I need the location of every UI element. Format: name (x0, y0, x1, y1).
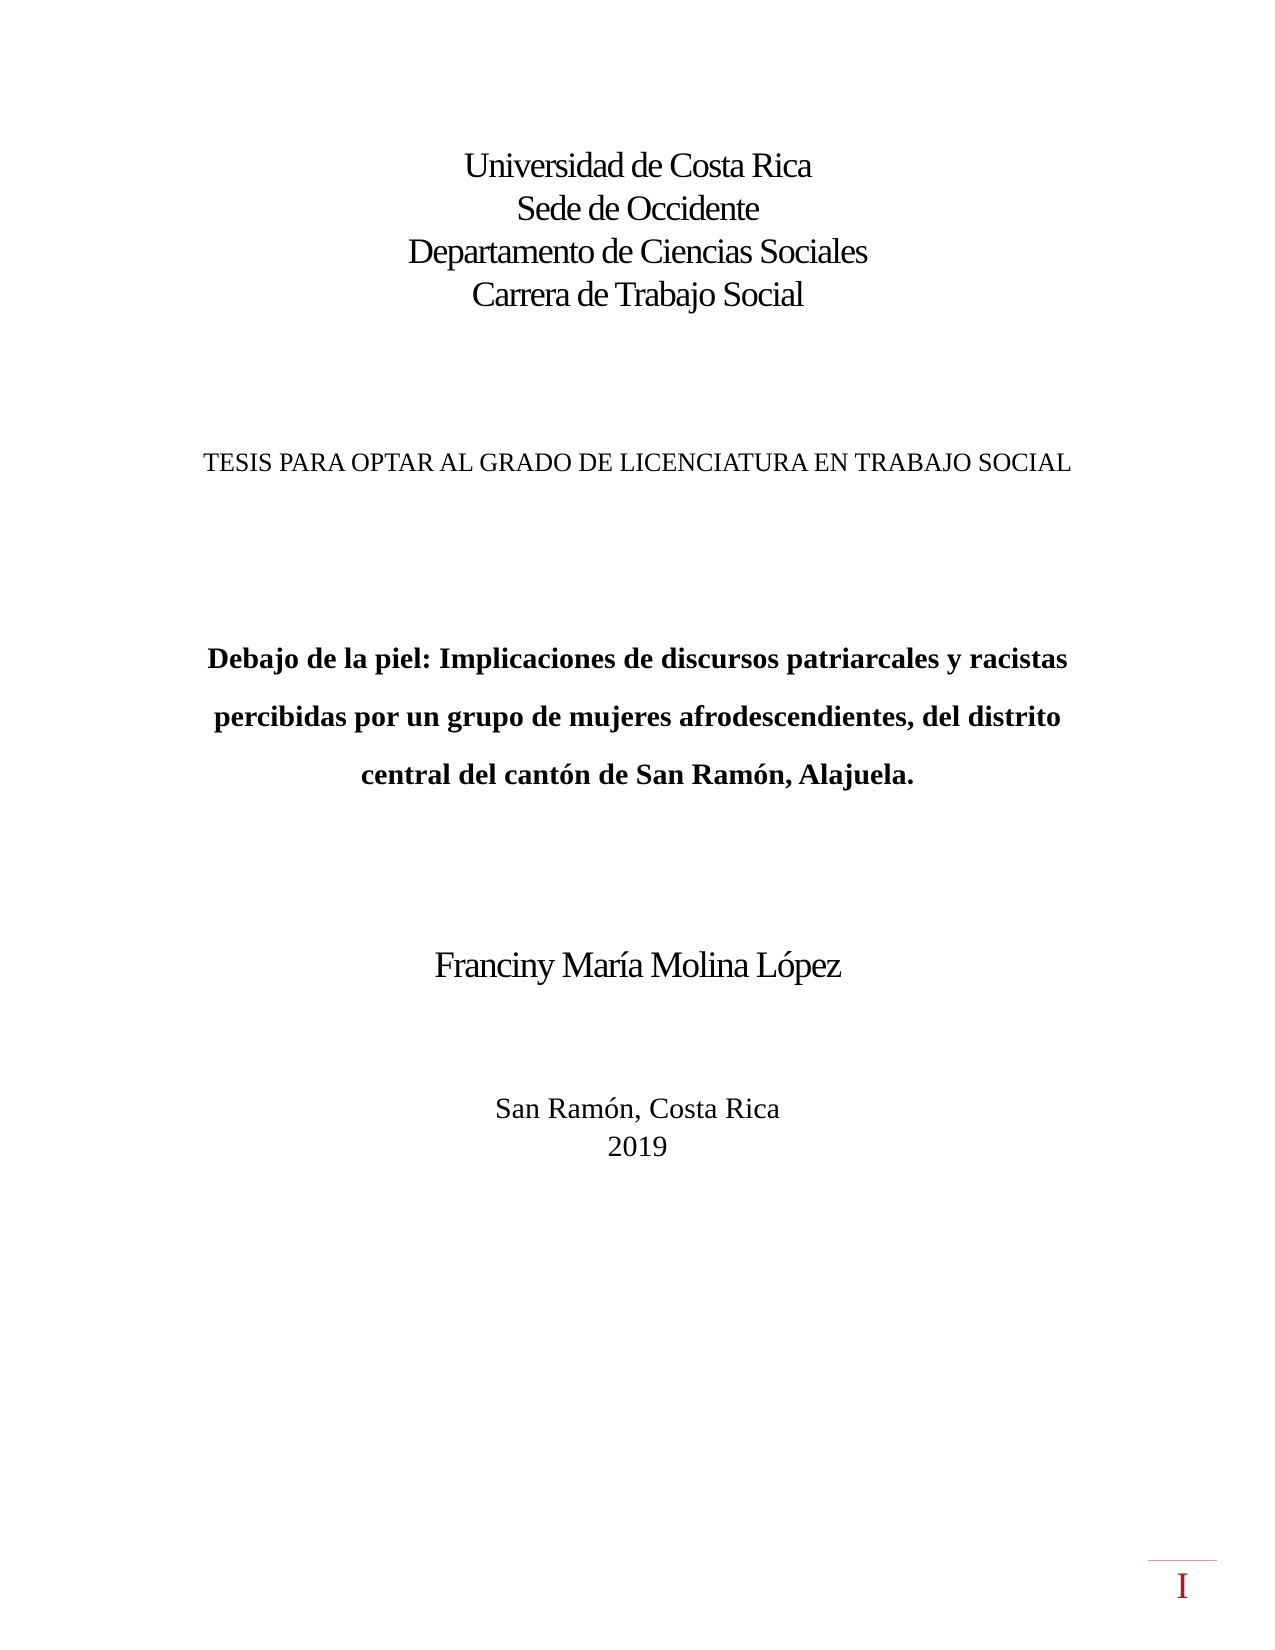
department-name: Departamento de Ciencias Sociales (407, 231, 868, 271)
place: San Ramón, Costa Rica (495, 1092, 780, 1125)
institution-block (0, 144, 1275, 316)
degree-statement: TESIS PARA OPTAR AL GRADO DE LICENCIATURA EN TRABAJO SOCIAL (203, 448, 1072, 477)
footer-rule (1148, 1560, 1217, 1561)
author-name: Franciny María Molina López (434, 945, 841, 986)
thesis-title: Debajo de la piel: Implicaciones de discursos patriarcales y racistas percibidas por un grupo de mujeres afrodescendientes, del distrito central del cantón de San Ramón, Alajuela. (207, 642, 1068, 791)
career-name: Carrera de Trabajo Social (471, 274, 804, 314)
campus-name: Sede de Occidente (516, 188, 759, 228)
page-number: I (1176, 1566, 1189, 1607)
university-name: Universidad de Costa Rica (463, 145, 812, 185)
year: 2019 (607, 1130, 668, 1163)
place-and-year (0, 1090, 1275, 1166)
